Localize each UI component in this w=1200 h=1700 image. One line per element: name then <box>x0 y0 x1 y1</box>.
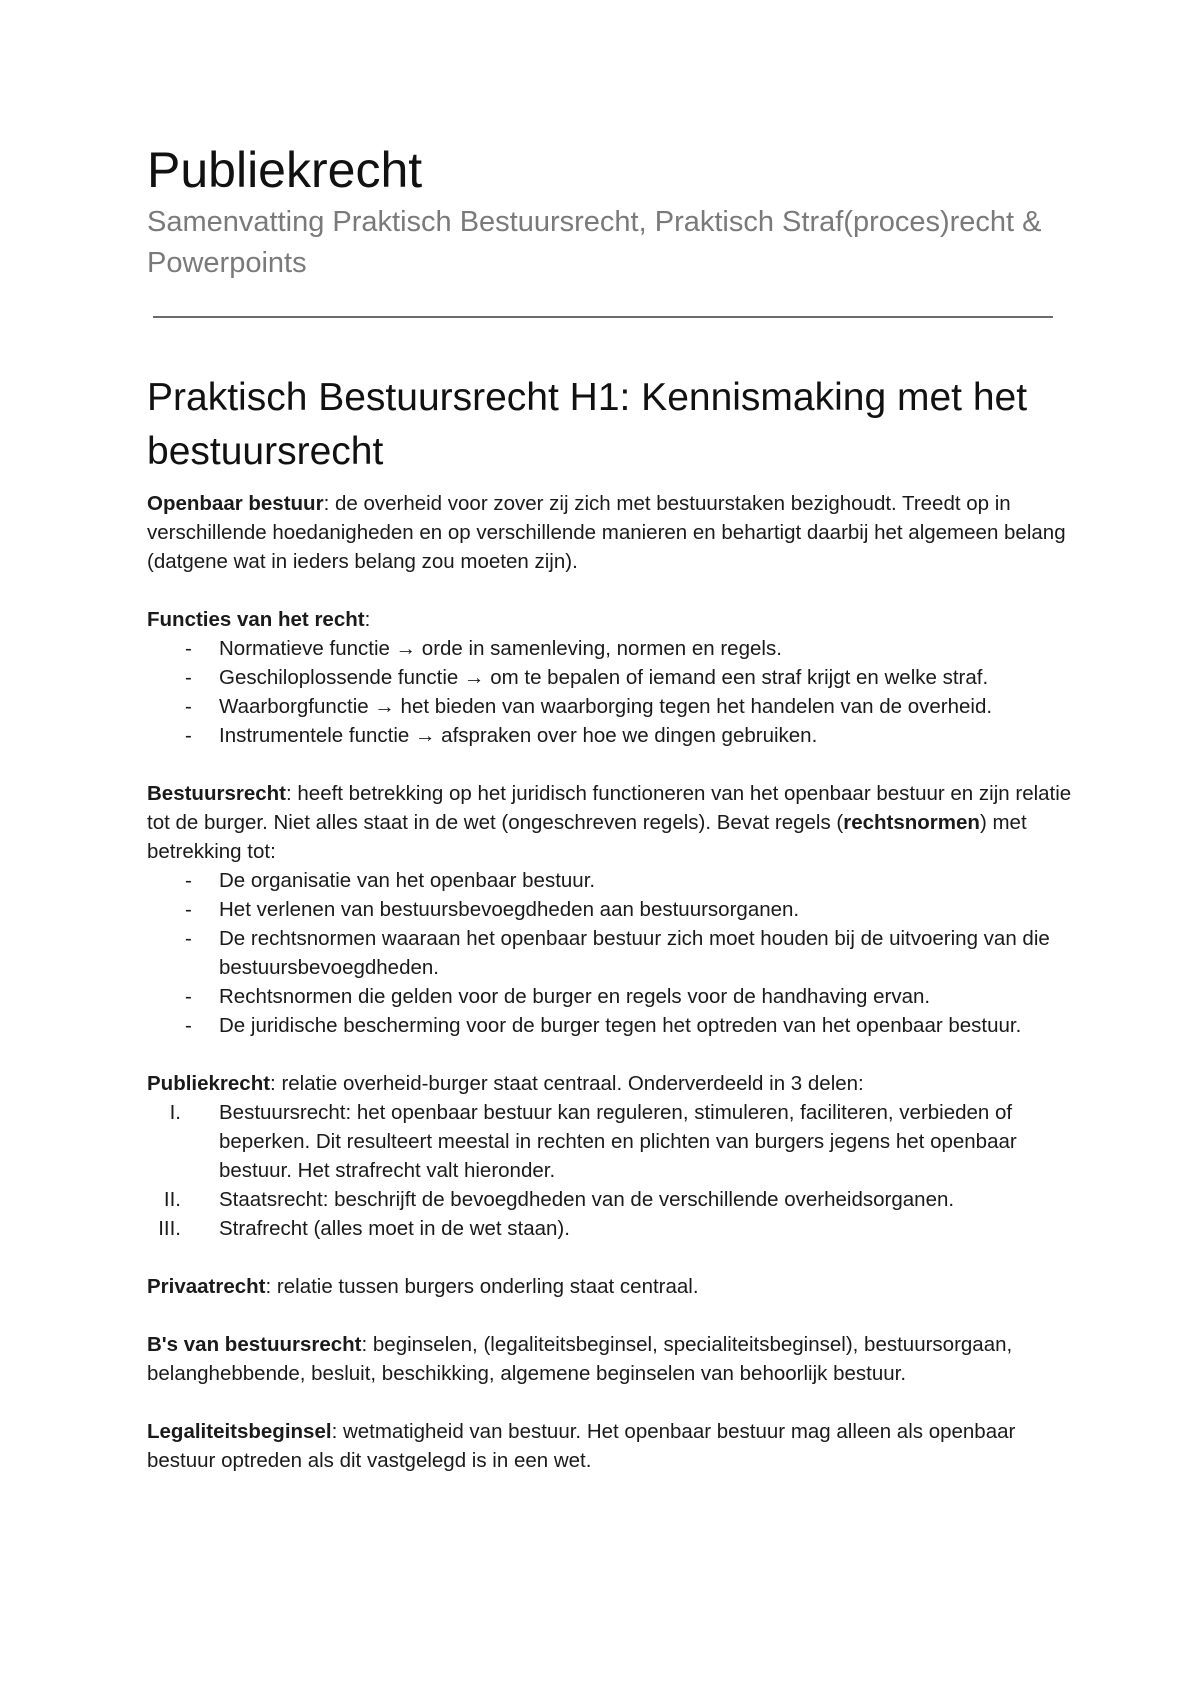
definition-text-cont: ) met betrekking tot: <box>147 811 1027 863</box>
list-item: - Instrumentele functie → afspraken over hoe we dingen gebruiken. <box>147 721 1077 750</box>
document-title: Publiekrecht <box>147 142 423 198</box>
list-number: II. <box>163 1188 181 1211</box>
definition-text: : beginselen, (legaliteitsbeginsel, specialiteitsbeginsel), bestuursorgaan, belanghebbende, besluit, beschikking, algemene beginselen van behoorlijk bestuur. <box>147 1333 1013 1385</box>
chapter-heading: Praktisch Bestuursrecht H1: Kennismaking met het bestuursrecht <box>147 376 1028 473</box>
list-item <box>147 1098 1077 1185</box>
list-item: - Normatieve functie → orde in samenleving, normen en regels. <box>147 634 1077 663</box>
horizontal-divider <box>153 316 1053 318</box>
list-item: - De rechtsnormen waaraan het openbaar bestuur zich moet houden bij de uitvoering van die bestuursbevoegdheden. <box>147 924 1077 982</box>
paragraph-privaatrecht <box>147 1272 1077 1301</box>
definition-text: : heeft betrekking op het juridisch functioneren van het openbaar bestuur en zijn relatie tot de burger. Niet alles staat in de wet (ongeschreven regels). Bevat regels ( <box>147 782 1072 834</box>
term-openbaar-bestuur: Openbaar bestuur <box>147 492 324 515</box>
definition-text: : wetmatigheid van bestuur. Het openbaar bestuur mag alleen als openbaar bestuur optreden als dit vastgelegd is in een wet. <box>147 1420 1016 1472</box>
list-number: I. <box>169 1101 181 1124</box>
list-item: - Het verlenen van bestuursbevoegdheden aan bestuursorganen. <box>147 895 1077 924</box>
definition-text: : relatie tussen burgers onderling staat centraal. <box>265 1275 699 1298</box>
colon: : <box>364 608 371 631</box>
term-privaatrecht: Privaatrecht <box>147 1275 266 1298</box>
list-item: - De organisatie van het openbaar bestuur. <box>147 866 1077 895</box>
term-bestuursrecht: Bestuursrecht <box>147 782 286 805</box>
paragraph-bs-van-bestuursrecht <box>147 1330 1077 1388</box>
list-item <box>147 1185 1077 1214</box>
term-functies-van-het-recht: Functies van het recht <box>147 608 365 631</box>
list-item: - Waarborgfunctie → het bieden van waarborging tegen het handelen van de overheid. <box>147 692 1077 721</box>
paragraph-functies <box>147 605 1077 634</box>
paragraph-publiekrecht <box>147 1069 1077 1098</box>
list-item-text: Bestuursrecht: het openbaar bestuur kan reguleren, stimuleren, faciliteren, verbieden of beperken. Dit resulteert meestal in rechten en plichten van burgers jegens het openbaar bestuur. Het strafrecht valt hieronder. <box>219 1101 1017 1182</box>
functies-list <box>147 634 1077 750</box>
list-item: - Rechtsnormen die gelden voor de burger en regels voor de handhaving ervan. <box>147 982 1077 1011</box>
term-publiekrecht: Publiekrecht <box>147 1072 271 1095</box>
paragraph-legaliteitsbeginsel <box>147 1417 1077 1475</box>
term-bs-van-bestuursrecht: B's van bestuursrecht <box>147 1333 362 1356</box>
paragraph-bestuursrecht <box>147 779 1077 866</box>
list-number: III. <box>158 1217 181 1240</box>
list-item-text: Strafrecht (alles moet in de wet staan). <box>219 1217 570 1240</box>
publiekrecht-list <box>147 1098 1077 1243</box>
definition-text: : de overheid voor zover zij zich met bestuurstaken bezighoudt. Treedt op in verschillende hoedanigheden en op verschillende manieren en behartigt daarbij het algemeen belang (datgene wat in ieders belang zou moeten zijn). <box>147 492 1066 573</box>
bestuursrecht-list <box>147 866 1077 1040</box>
list-item-text: Staatsrecht: beschrijft de bevoegdheden van de verschillende overheidsorganen. <box>219 1188 955 1211</box>
document-content <box>147 140 1077 1475</box>
document-subtitle: Samenvatting Praktisch Bestuursrecht, Praktisch Straf(proces)recht & Powerpoints <box>147 206 1042 279</box>
term-legaliteitsbeginsel: Legaliteitsbeginsel <box>147 1420 332 1443</box>
definition-text: : relatie overheid-burger staat centraal. Onderverdeeld in 3 delen: <box>270 1072 864 1095</box>
list-item <box>147 1214 1077 1243</box>
paragraph-openbaar-bestuur <box>147 489 1077 576</box>
list-item: - Geschiloplossende functie → om te bepalen of iemand een straf krijgt en welke straf. <box>147 663 1077 692</box>
list-item: - De juridische bescherming voor de burger tegen het optreden van het openbaar bestuur. <box>147 1011 1077 1040</box>
term-rechtsnormen: rechtsnormen <box>843 811 980 834</box>
